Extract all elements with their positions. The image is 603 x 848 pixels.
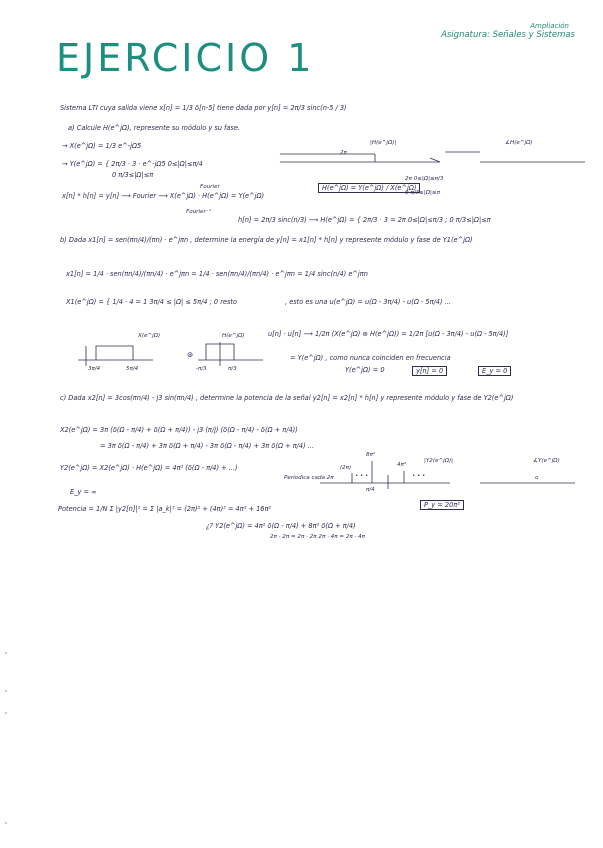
y-magnitude-label: |Y2(e^jΩ)| (424, 458, 454, 464)
h-magnitude-label: |H(e^jΩ)| (370, 140, 397, 146)
margin-mark (5, 712, 7, 714)
svg-text:o: o (535, 475, 539, 481)
part-b-line-6: Y(e^jΩ) = 0 (345, 366, 385, 374)
part-a-line-2: → Y(e^jΩ) = { 2π/3 · 3 · e^-jΩ5 0≤|Ω|≤π/4 (62, 160, 203, 168)
part-a-sketch (280, 148, 590, 168)
part-a-label: a) Calcule H(e^jΩ), represente su módulo y su fase. (68, 124, 241, 132)
page-title: EJERCICIO 1 (56, 36, 315, 80)
part-a-line-3: 0 π/3≤|Ω|≤π (112, 171, 154, 179)
periodic-tag: Periodica cada 2π (284, 475, 334, 481)
part-b-line-5: = Y(e^jΩ) , como nunca coinciden en frecuencia (290, 354, 451, 362)
svg-text:π/4: π/4 (366, 487, 375, 493)
part-c-label: c) Dada x2[n] = 3cos(πn/4) - j3 sin(πn/4) , determine la potencia de la señal y2[n] = x2[n] * h[n] y represente módulo y fase de Y2(e^jΩ) (60, 394, 514, 402)
part-b-result-y: y[n] = 0 (412, 366, 447, 376)
h-phase-label: ∡H(e^jΩ) (505, 140, 533, 146)
svg-text:3π/4: 3π/4 (88, 366, 101, 372)
h-spectrum-label: H(e^jΩ) (222, 333, 245, 339)
part-a-case-bottom: 0 π/3≤|Ω|≤π (405, 190, 440, 196)
problem-statement: Sistema LTI cuya salida viene x[n] = 1/3 δ[n-5] tiene dada por y[n] = 2π/3 sinc(n-5 / 3) (60, 104, 347, 112)
page-header (441, 22, 575, 40)
part-b-line-2: X1(e^jΩ) = { 1/4 · 4 = 1 3π/4 ≤ |Ω| ≤ 5π/4 ; 0 resto (66, 298, 238, 306)
svg-text:• • •: • • • (412, 473, 426, 479)
h-magnitude-value: 2π (340, 150, 347, 156)
svg-text:(2π): (2π) (340, 465, 352, 471)
part-c-result-power: P_y = 20π² (420, 500, 464, 510)
svg-text:5π/4: 5π/4 (126, 366, 139, 372)
part-c-energy: E_y = ∞ (70, 488, 97, 496)
margin-mark (5, 822, 7, 824)
svg-text:• • •: • • • (355, 473, 369, 479)
part-b-line-1: x1[n] = 1/4 · sen(πn/4)/(πn/4) · e^jπn = 1/4 · sen(πn/4)/(πn/4) · e^jπn = 1/4 sinc(n/4) e^jπn (66, 270, 368, 278)
svg-text:π/3: π/3 (228, 366, 237, 372)
course-name: Ampliación (530, 22, 569, 30)
part-b-line-3: , esto es una u(e^jΩ) = u(Ω - 3π/4) - u(Ω - 5π/4) ... (285, 298, 451, 306)
part-a-case-top: 2π 0≤|Ω|≤π/3 (405, 176, 444, 182)
part-c-line-3: Y2(e^jΩ) = X2(e^jΩ) · H(e^jΩ) = 4π² (δ(Ω - π/4) + ...) (60, 464, 238, 472)
part-c-power: Potencia = 1/N Σ |y2[n]|² = Σ |a_k|² = (2π)² + (4π)² = 4π² + 16π² (58, 505, 272, 513)
svg-text:-π/3: -π/3 (196, 366, 207, 372)
part-a-h-ratio: H(e^jΩ) = Y(e^jΩ) / X(e^jΩ) (318, 183, 420, 193)
part-c-spectrum: ¿? Y2(e^jΩ) = 4π² δ(Ω - π/4) + 8π² δ(Ω + π/4) (206, 522, 356, 530)
margin-mark (5, 652, 7, 654)
part-b-line-4: u[n] · u[n] ⟶ 1/2π (X(e^jΩ) ⊛ H(e^jΩ)) = 1/2π [u(Ω - 3π/4) - u(Ω - 5π/4)] (268, 330, 509, 338)
y-phase-label: ∡Y(e^jΩ) (533, 458, 560, 464)
impulse-8pi2: 8π² (366, 452, 376, 458)
part-b-sketch (78, 336, 268, 372)
part-c-note: 2π · 2π = 2π · 2π 2π · 4π = 2π · 4π (270, 534, 366, 540)
convolution-symbol: ⊛ (187, 350, 194, 359)
inverse-fourier-tag: Fourier⁻¹ (186, 209, 211, 215)
part-c-line-2: = 3π δ(Ω - π/4) + 3π δ(Ω + π/4) - 3π δ(Ω - π/4) + 3π δ(Ω + π/4) ... (100, 442, 315, 450)
part-c-line-1: X2(e^jΩ) = 3π (δ(Ω - π/4) + δ(Ω + π/4)) - j3 (π/j) (δ(Ω - π/4) - δ(Ω + π/4)) (60, 426, 298, 434)
part-b-result-energy: E_y = 0 (478, 366, 511, 376)
part-c-sketch (300, 455, 580, 495)
part-b-label: b) Dada x1[n] = sen(πn/4)/(πn) · e^jπn , determine la energía de y[n] = x1[n] * h[n] y represente módulo y fase de Y1(e^jΩ) (60, 236, 473, 244)
margin-mark (5, 690, 7, 692)
subject-name: Asignatura: Señales y Sistemas (441, 30, 575, 40)
part-a-line-1: → X(e^jΩ) = 1/3 e^-jΩ5 (62, 142, 142, 150)
part-a-line-5: h[n] = 2π/3 sinc(n/3) ⟶ H(e^jΩ) = { 2π/3 · 3 = 2π 0≤|Ω|≤π/3 ; 0 π/3≤|Ω|≤π (238, 216, 491, 224)
fourier-tag: Fourier (200, 184, 220, 190)
x-spectrum-label: X(e^jΩ) (138, 333, 161, 339)
part-a-line-4: x[n] * h[n] = y[n] ⟶ Fourier ⟶ X(e^jΩ) · H(e^jΩ) = Y(e^jΩ) (62, 192, 265, 200)
impulse-4pi2: 4π² (397, 462, 407, 468)
